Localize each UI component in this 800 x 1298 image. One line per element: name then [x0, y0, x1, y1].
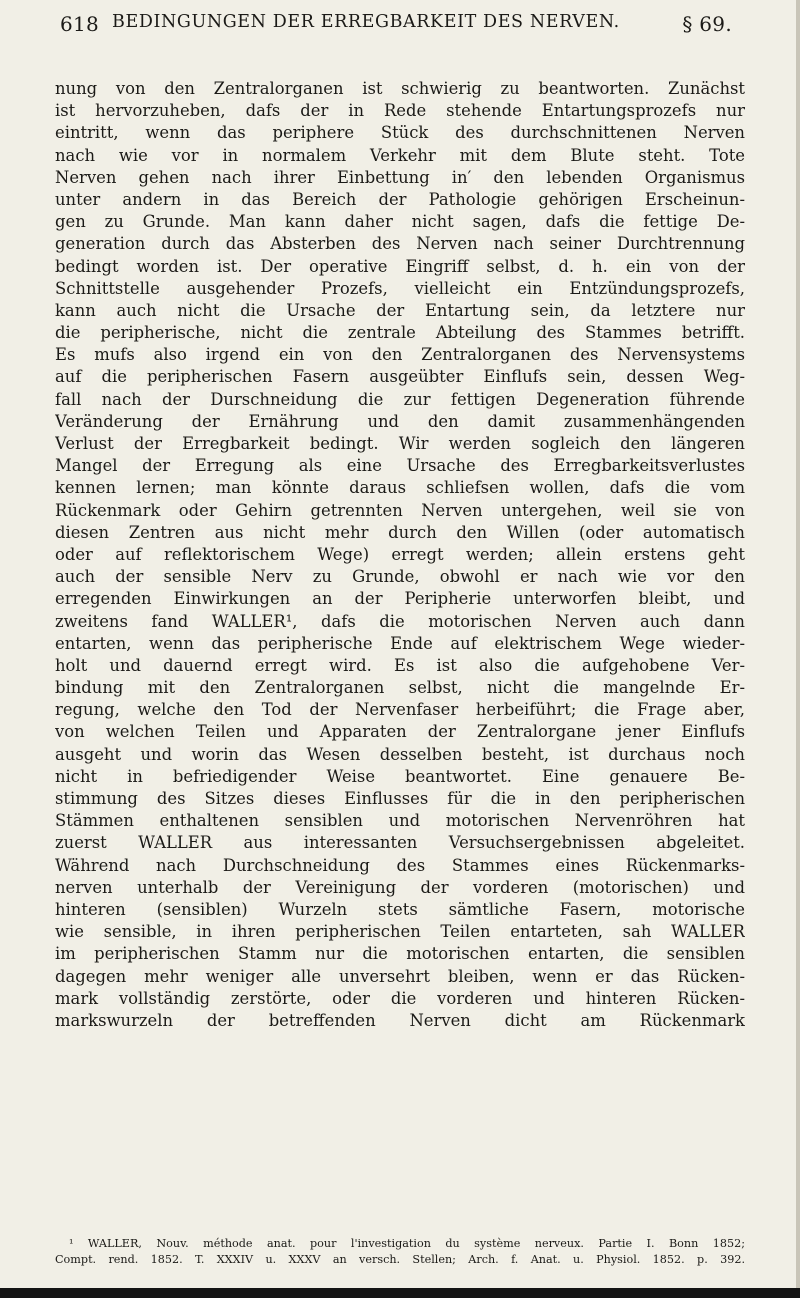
- text-line: nicht in befriedigender Weise beantwortet. Eine genauere Be-: [55, 766, 745, 786]
- page-number: 618: [60, 12, 100, 36]
- footnote-line: Compt. rend. 1852. T. XXXIV u. XXXV an versch. Stellen; Arch. f. Anat. u. Physiol. 1852. p. 392.: [55, 1253, 745, 1266]
- text-line: hinteren (sensiblen) Wurzeln stets sämtliche Fasern, motorische: [55, 899, 745, 919]
- text-line: zuerst WALLER aus interessanten Versuchsergebnissen abgeleitet.: [55, 833, 745, 853]
- bottom-rule: [0, 1288, 800, 1298]
- text-line: bedingt worden ist. Der operative Eingriff selbst, d. h. ein von der: [55, 256, 745, 276]
- text-line: stimmung des Sitzes dieses Einflusses für die in den peripherischen: [55, 789, 745, 808]
- text-line: Nerven gehen nach ihrer Einbettung in′ den lebenden Organismus: [55, 167, 745, 187]
- text-line: Während nach Durchschneidung des Stammes eines Rückenmarks-: [55, 855, 745, 875]
- text-line: generation durch das Absterben des Nerven nach seiner Durchtrennung: [55, 234, 745, 254]
- page-edge: [796, 0, 800, 1288]
- text-line: wie sensible, in ihren peripherischen Teilen entarteten, sah WALLER: [55, 922, 745, 942]
- running-head-title: BEDINGUNGEN DER ERREGBARKEIT DES NERVEN.: [112, 12, 620, 32]
- text-line: ist hervorzuheben, dafs der in Rede stehende Entartungsprozefs nur: [55, 101, 745, 121]
- text-line: Mangel der Erregung als eine Ursache des Erregbarkeitsverlustes: [55, 456, 745, 476]
- text-line: bindung mit den Zentralorganen selbst, nicht die mangelnde Er-: [55, 678, 745, 698]
- text-line: Verlust der Erregbarkeit bedingt. Wir werden sogleich den längeren: [55, 434, 745, 453]
- text-line: die peripherische, nicht die zentrale Abteilung des Stammes betrifft.: [55, 323, 745, 343]
- text-line: ausgeht und worin das Wesen desselben besteht, ist durchaus noch: [55, 744, 745, 764]
- text-line: fall nach der Durschneidung die zur fettigen Degeneration führende: [55, 389, 745, 409]
- text-line: oder auf reflektorischem Wege) erregt werden; allein erstens geht: [55, 544, 745, 564]
- text-line: kann auch nicht die Ursache der Entartung sein, da letztere nur: [55, 300, 745, 320]
- text-line: zweitens fand WALLER¹, dafs die motorischen Nerven auch dann: [55, 611, 745, 631]
- text-line: unter andern in das Bereich der Pathologie gehörigen Erscheinun-: [55, 189, 745, 209]
- footnote-line: ¹ WALLER, Nouv. méthode anat. pour l'investigation du système nerveux. Partie I. Bonn 1852;: [69, 1237, 745, 1250]
- text-line: im peripherischen Stamm nur die motorischen entarten, die sensiblen: [55, 944, 745, 964]
- text-line: nach wie vor in normalem Verkehr mit dem Blute steht. Tote: [55, 145, 745, 165]
- text-line: dagegen mehr weniger alle unversehrt bleiben, wenn er das Rücken-: [55, 966, 745, 986]
- text-line: erregenden Einwirkungen an der Peripherie unterworfen bleibt, und: [55, 589, 745, 609]
- text-line: nung von den Zentralorganen ist schwierig zu beantworten. Zunächst: [55, 79, 745, 98]
- text-line: entarten, wenn das peripherische Ende auf elektrischem Wege wieder-: [55, 633, 745, 653]
- text-line: auch der sensible Nerv zu Grunde, obwohl er nach wie vor den: [55, 567, 745, 587]
- text-line: mark vollständig zerstörte, oder die vorderen und hinteren Rücken-: [55, 988, 745, 1008]
- text-line: Rückenmark oder Gehirn getrennten Nerven untergehen, weil sie von: [55, 500, 745, 520]
- body-text: [55, 78, 745, 1032]
- text-line: von welchen Teilen und Apparaten der Zentralorgane jener Einflufs: [55, 722, 745, 742]
- text-line: eintritt, wenn das periphere Stück des durchschnittenen Nerven: [55, 123, 745, 143]
- text-line: nerven unterhalb der Vereinigung der vorderen (motorischen) und: [55, 877, 745, 897]
- text-line: Es mufs also irgend ein von den Zentralorganen des Nervensystems: [55, 345, 745, 365]
- footnote: [55, 1236, 745, 1268]
- text-line: diesen Zentren aus nicht mehr durch den Willen (oder automatisch: [55, 522, 745, 542]
- section-number: § 69.: [682, 12, 732, 36]
- text-line: holt und dauernd erregt wird. Es ist also die aufgehobene Ver-: [55, 655, 745, 675]
- text-line: Veränderung der Ernährung und den damit zusammenhängenden: [55, 411, 745, 431]
- text-line: gen zu Grunde. Man kann daher nicht sagen, dafs die fettige De-: [55, 212, 745, 232]
- text-line: Stämmen enthaltenen sensiblen und motorischen Nervenröhren hat: [55, 811, 745, 831]
- text-line: auf die peripherischen Fasern ausgeübter Einflufs sein, dessen Weg-: [55, 367, 745, 387]
- running-head: [60, 6, 732, 42]
- text-line: regung, welche den Tod der Nervenfaser herbeiführt; die Frage aber,: [55, 700, 745, 720]
- text-line: Schnittstelle ausgehender Prozefs, vielleicht ein Entzündungsprozefs,: [55, 278, 745, 298]
- text-line: kennen lernen; man könnte daraus schliefsen wollen, dafs die vom: [55, 478, 745, 498]
- text-line: markswurzeln der betreffenden Nerven dicht am Rückenmark: [55, 1010, 745, 1030]
